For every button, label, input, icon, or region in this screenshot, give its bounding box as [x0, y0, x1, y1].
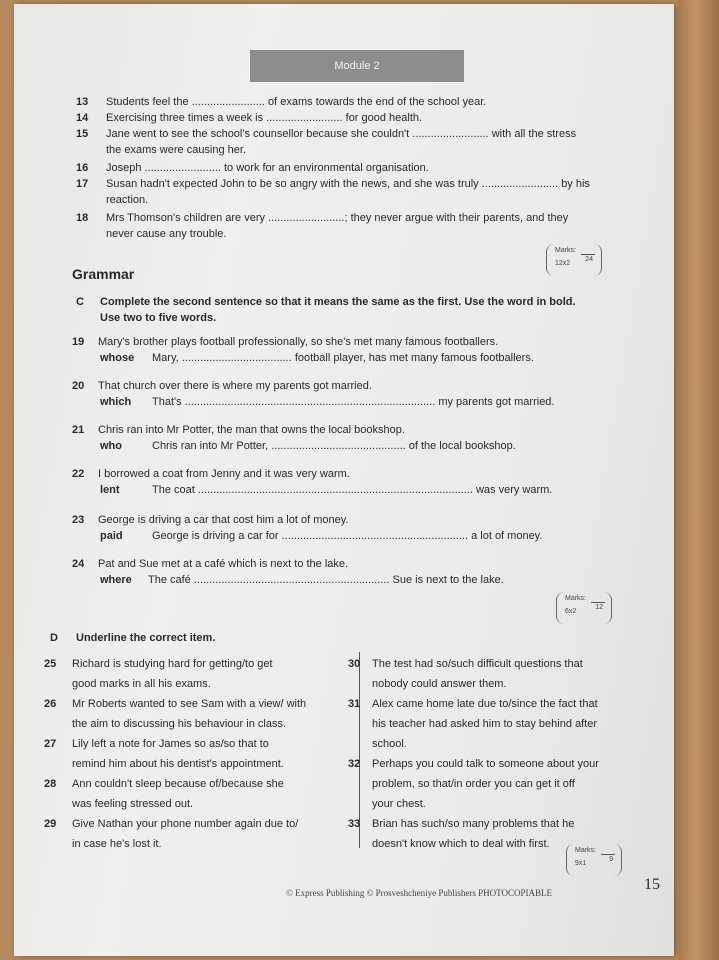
question-32	[348, 754, 638, 814]
question-number: 28	[44, 778, 57, 790]
question-29	[44, 814, 344, 854]
question-number: 33	[348, 818, 361, 830]
grammar-heading: Grammar	[72, 266, 135, 282]
question-text: Perhaps you could talk to someone about your	[372, 758, 599, 770]
question-text-cont: reaction.	[106, 194, 149, 206]
question-text: Lily left a note for James so as/so that to	[72, 738, 269, 750]
keyword: which	[100, 396, 132, 408]
answer-line: George is driving a car for ............................................................. a lot of money.	[152, 530, 543, 542]
question-number: 16	[76, 162, 89, 174]
question-text-cont: good marks in all his exams.	[72, 678, 211, 690]
question-number: 25	[44, 658, 57, 670]
question-text: Pat and Sue met at a café which is next to the lake.	[98, 558, 349, 570]
question-25	[44, 654, 344, 694]
keyword: whose	[100, 352, 135, 364]
question-31	[348, 694, 638, 754]
question-text-cont: his teacher had asked him to stay behind after	[372, 718, 598, 730]
question-text-cont: doesn't know which to deal with first.	[372, 838, 550, 850]
marks-total: 24	[585, 256, 593, 263]
question-text: Susan hadn't expected John to be so angry with the news, and she was truly ......................... by his	[106, 178, 590, 190]
question-text: Mr Roberts wanted to see Sam with a view/ with	[72, 698, 307, 710]
question-text-cont: remind him about his dentist's appointment.	[72, 758, 284, 770]
question-number: 17	[76, 178, 89, 190]
section-d-right-column	[348, 654, 638, 854]
question-20	[72, 378, 372, 394]
question-21	[72, 422, 405, 438]
question-number: 13	[76, 96, 89, 108]
question-text-cont: the aim to discussing his behaviour in class.	[72, 718, 286, 730]
answer-line: That's .................................................................................. my parents got married.	[152, 396, 555, 408]
question-number: 32	[348, 758, 361, 770]
question-text: I borrowed a coat from Jenny and it was very warm.	[98, 468, 350, 480]
marks-line	[581, 254, 595, 255]
question-number: 30	[348, 658, 361, 670]
question-text: Joseph ......................... to work for an environmental organisation.	[106, 162, 429, 174]
question-text: Jane went to see the school's counsellor because she couldn't ......................... with all the stress	[106, 128, 577, 140]
question-text: Exercising three times a week is ......................... for good health.	[106, 112, 423, 124]
question-text-cont: was feeling stressed out.	[72, 798, 194, 810]
question-text: Give Nathan your phone number again due to/	[72, 818, 299, 830]
marks-calc: 6x2	[565, 608, 577, 615]
question-text: The test had so/such difficult questions that	[372, 658, 583, 670]
marks-line	[601, 854, 615, 855]
section-letter: C	[76, 296, 84, 308]
question-text: George is driving a car that cost him a lot of money.	[98, 514, 349, 526]
question-text-cont: nobody could answer them.	[372, 678, 507, 690]
marks-calc: 12x2	[555, 260, 571, 267]
question-17	[76, 176, 590, 208]
question-text-cont: in case he's lost it.	[72, 838, 162, 850]
question-18	[76, 210, 568, 242]
question-text: That church over there is where my parents got married.	[98, 380, 372, 392]
question-number: 26	[44, 698, 57, 710]
question-30	[348, 654, 638, 694]
question-number: 22	[72, 468, 85, 480]
marks-label: Marks:	[555, 247, 576, 254]
question-text: Brian has such/so many problems that he	[372, 818, 575, 830]
keyword: paid	[100, 530, 123, 542]
answer-line: The café ................................................................ Sue is next to the lake.	[148, 574, 504, 586]
instruction-text: Underline the correct item.	[76, 632, 216, 644]
instruction-text-cont: Use two to five words.	[100, 312, 217, 324]
keyword: lent	[100, 484, 120, 496]
question-number: 18	[76, 212, 89, 224]
question-number: 20	[72, 380, 85, 392]
question-number: 14	[76, 112, 89, 124]
question-number: 19	[72, 336, 85, 348]
answer-line: Mary, .................................... football player, has met many famous footballers.	[152, 352, 534, 364]
question-28	[44, 774, 344, 814]
section-d-left-column	[44, 654, 344, 854]
question-19	[72, 334, 498, 350]
copyright-footer: © Express Publishing © Prosveshcheniye Publishers PHOTOCOPIABLE	[286, 888, 553, 898]
question-text-cont: the exams were causing her.	[106, 144, 247, 156]
question-24	[72, 556, 348, 572]
question-text: Mary's brother plays football professionally, so she's met many famous footballers.	[98, 336, 499, 348]
question-number: 29	[44, 818, 57, 830]
question-text: Students feel the ........................ of exams towards the end of the school year.	[106, 96, 487, 108]
question-23	[72, 512, 348, 528]
instruction-text: Complete the second sentence so that it means the same as the first. Use the word in bold.	[100, 296, 576, 308]
question-text: Ann couldn't sleep because of/because she	[72, 778, 284, 790]
question-15	[76, 126, 576, 158]
question-text-cont: never cause any trouble.	[106, 228, 227, 240]
question-27	[44, 734, 344, 774]
section-c-instruction	[76, 294, 640, 326]
question-text-cont: school.	[372, 738, 407, 750]
question-text: Alex came home late due to/since the fact that	[372, 698, 598, 710]
keyword: who	[100, 440, 122, 452]
background-wood	[679, 0, 719, 960]
question-text-cont: your chest.	[372, 798, 426, 810]
marks-total: 9	[609, 856, 613, 863]
keyword: where	[100, 574, 132, 586]
marks-line	[591, 602, 605, 603]
marks-label: Marks:	[565, 595, 586, 602]
marks-total: 12	[595, 604, 603, 611]
question-14	[76, 110, 422, 126]
question-22	[72, 466, 350, 482]
question-text: Chris ran into Mr Potter, the man that owns the local bookshop.	[98, 424, 405, 436]
marks-box	[546, 244, 602, 276]
module-header: Module 2	[250, 50, 464, 82]
marks-label: Marks:	[575, 847, 596, 854]
question-text: Richard is studying hard for getting/to get	[72, 658, 273, 670]
marks-calc: 9x1	[575, 860, 587, 867]
question-26	[44, 694, 344, 734]
question-number: 21	[72, 424, 85, 436]
question-number: 24	[72, 558, 85, 570]
question-number: 31	[348, 698, 361, 710]
answer-line: The coat .......................................................................................... was very warm.	[152, 484, 553, 496]
question-number: 15	[76, 128, 89, 140]
question-16	[76, 160, 429, 176]
question-text: Mrs Thomson's children are very .........................; they never argue with their parents, and they	[106, 212, 569, 224]
worksheet-page	[14, 4, 674, 956]
answer-line: Chris ran into Mr Potter, ............................................ of the local bookshop.	[152, 440, 516, 452]
marks-box	[556, 592, 612, 624]
question-text-cont: problem, so that/in order you can get it off	[372, 778, 575, 790]
section-d-instruction	[50, 630, 215, 646]
question-number: 27	[44, 738, 57, 750]
page-number: 15	[644, 876, 660, 893]
marks-box	[566, 844, 622, 876]
question-number: 23	[72, 514, 85, 526]
section-letter: D	[50, 632, 58, 644]
question-13	[76, 94, 486, 110]
